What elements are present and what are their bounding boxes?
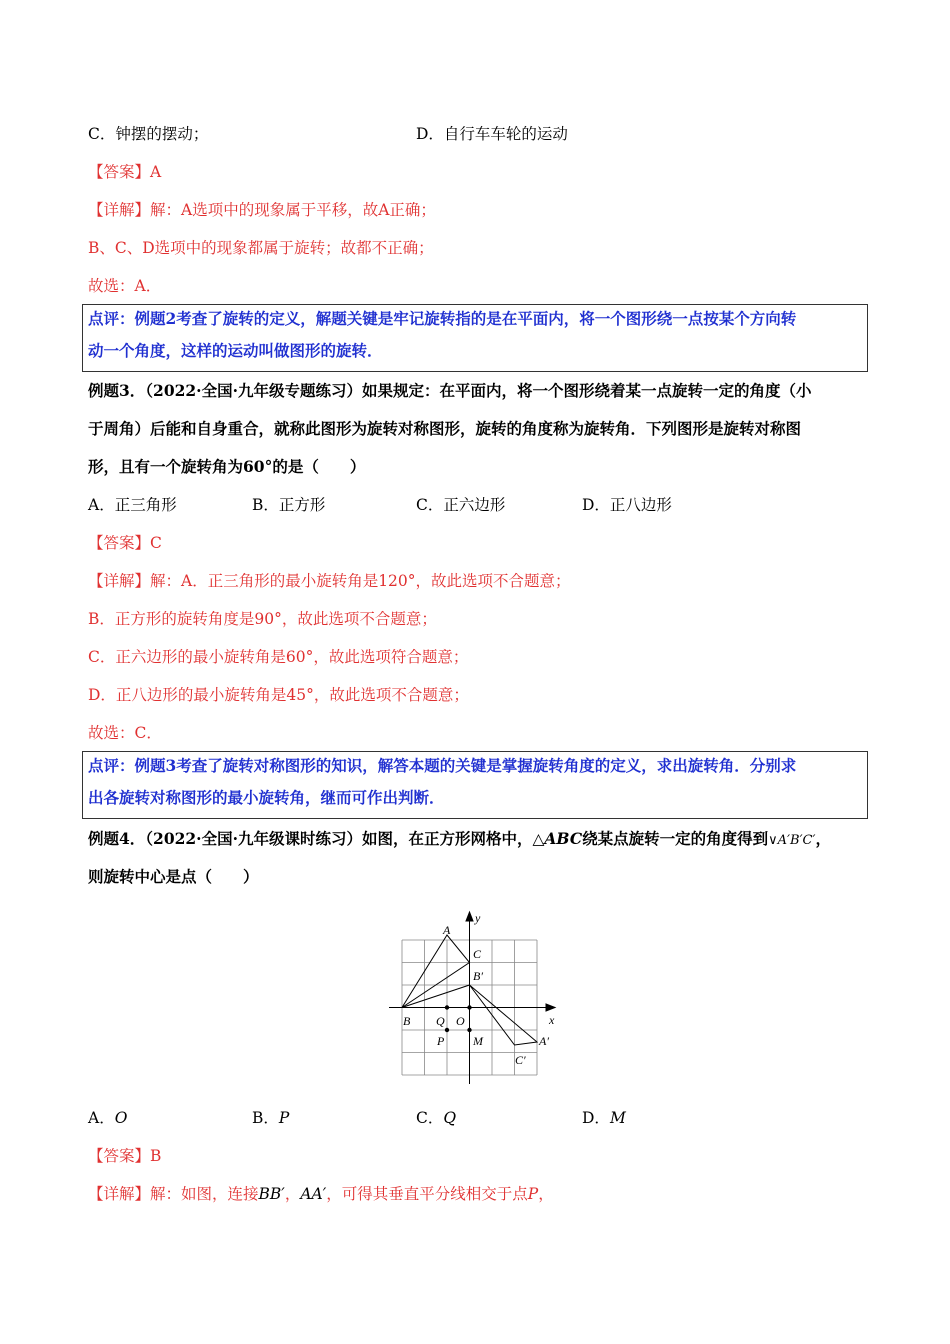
q3-comment-box <box>82 751 868 819</box>
q2-comment-1: 点评：例题2考查了旋转的定义，解题关键是牢记旋转指的是在平面内，将一个图形绕一点按某个方向转 <box>88 309 797 328</box>
q4-option-c-letter: C． <box>416 1109 444 1127</box>
q3-detail-3: C．正六边形的最小旋转角是60°，故此选项符合题意； <box>88 648 469 666</box>
label-c-prime: C′ <box>515 1053 526 1067</box>
q3-stem-1: 例题3．（2022·全国·九年级专题练习）如果规定：在平面内，将一个图形绕着某一点旋转一定的角度（小 <box>88 381 812 400</box>
label-p: P <box>437 1034 445 1048</box>
axes <box>389 912 555 1084</box>
q2-detail-3: 故选：A． <box>88 277 162 295</box>
q3-option-d: D．正八边形 <box>582 496 672 514</box>
q2-detail-1: 【详解】解：A选项中的现象属于平移，故A正确； <box>88 201 436 219</box>
label-c: C <box>473 947 482 961</box>
q4-option-d-letter: D． <box>582 1109 610 1127</box>
q4-option-b-value: P <box>278 1109 290 1127</box>
q3-detail-5: 故选：C． <box>88 724 162 742</box>
q4-option-d-value: M <box>609 1109 626 1127</box>
q4-option-b-letter: B． <box>252 1109 279 1127</box>
q4-segment-aa: AA′ <box>300 1185 327 1203</box>
q4-grid-figure <box>385 908 560 1088</box>
q4-option-d <box>582 1107 626 1129</box>
point-q <box>445 1005 449 1009</box>
q4-detail-1g: ， <box>538 1185 554 1203</box>
label-q: Q <box>436 1014 445 1028</box>
q4-stem-1a: 例题4．（2022·全国·九年级课时练习）如图，在正方形网格中， <box>88 829 533 848</box>
q3-option-b: B．正方形 <box>252 496 326 514</box>
q4-stem-1e: ， <box>815 829 831 848</box>
point-o <box>467 1005 471 1009</box>
q3-comment-2: 出各旋转对称图形的最小旋转角，继而可作出判断． <box>88 788 445 807</box>
q4-option-c <box>416 1107 456 1129</box>
segment-b-bprime <box>402 985 470 1008</box>
q4-option-c-value: Q <box>443 1109 457 1127</box>
label-y: y <box>475 911 481 925</box>
label-m: M <box>473 1034 483 1048</box>
q3-option-c: C．正六边形 <box>416 496 506 514</box>
q4-detail-1 <box>88 1183 554 1205</box>
q4-stem-2: 则旋转中心是点（ ） <box>88 867 259 886</box>
q4-segment-bb: BB′ <box>258 1185 285 1203</box>
q4-stem-1 <box>88 828 831 852</box>
q4-option-a-letter: A． <box>88 1109 115 1127</box>
q2-option-d: D．自行车车轮的运动 <box>416 125 568 143</box>
q2-option-c: C．钟摆的摆动； <box>88 125 209 143</box>
q4-option-b <box>252 1107 289 1129</box>
label-o: O <box>456 1014 465 1028</box>
q3-option-a: A．正三角形 <box>88 496 177 514</box>
label-x: x <box>549 1013 555 1027</box>
q4-detail-1e: ，可得其垂直平分线相交于点 <box>326 1185 528 1203</box>
q4-point-p: P <box>527 1185 539 1203</box>
q3-detail-4: D．正八边形的最小旋转角是45°，故此选项不合题意； <box>88 686 469 704</box>
q4-option-a <box>88 1107 127 1129</box>
q3-detail-1: 【详解】解：A．正三角形的最小旋转角是120°，故此选项不合题意； <box>88 572 571 590</box>
q4-answer: 【答案】B <box>88 1147 162 1165</box>
q3-answer: 【答案】C <box>88 534 162 552</box>
label-a-prime: A′ <box>539 1034 549 1048</box>
q3-detail-2: B．正方形的旋转角度是90°，故此选项不合题意； <box>88 610 437 628</box>
point-m <box>467 1028 471 1032</box>
q3-stem-2: 于周角）后能和自身重合，就称此图形为旋转对称图形，旋转的角度称为旋转角．下列图形是旋转对称图 <box>88 419 802 438</box>
label-b-prime: B′ <box>473 969 483 983</box>
point-p <box>445 1028 449 1032</box>
q2-answer: 【答案】A <box>88 163 162 181</box>
label-b: B <box>403 1014 411 1028</box>
q4-triangle-abc-prime: ∨A′B′C′ <box>768 833 816 848</box>
q4-triangle-abc: △ABC <box>532 829 583 848</box>
q3-comment-1: 点评：例题3考查了旋转对称图形的知识，解答本题的关键是掌握旋转角度的定义，求出旋转角．分别求 <box>88 756 797 775</box>
q3-stem-3: 形，且有一个旋转角为60°的是（ ） <box>88 457 366 476</box>
q4-stem-1c: 绕某点旋转一定的角度得到 <box>582 829 769 848</box>
q2-comment-box <box>82 304 868 372</box>
q4-option-a-value: O <box>114 1109 128 1127</box>
q4-detail-1c: ， <box>284 1185 301 1203</box>
label-a: A <box>443 923 451 937</box>
q2-comment-2: 动一个角度，这样的运动叫做图形的旋转． <box>88 341 383 360</box>
q2-detail-2: B、C、D选项中的现象都属于旋转；故都不正确； <box>88 239 434 257</box>
q4-detail-1a: 【详解】解：如图，连接 <box>88 1185 259 1203</box>
